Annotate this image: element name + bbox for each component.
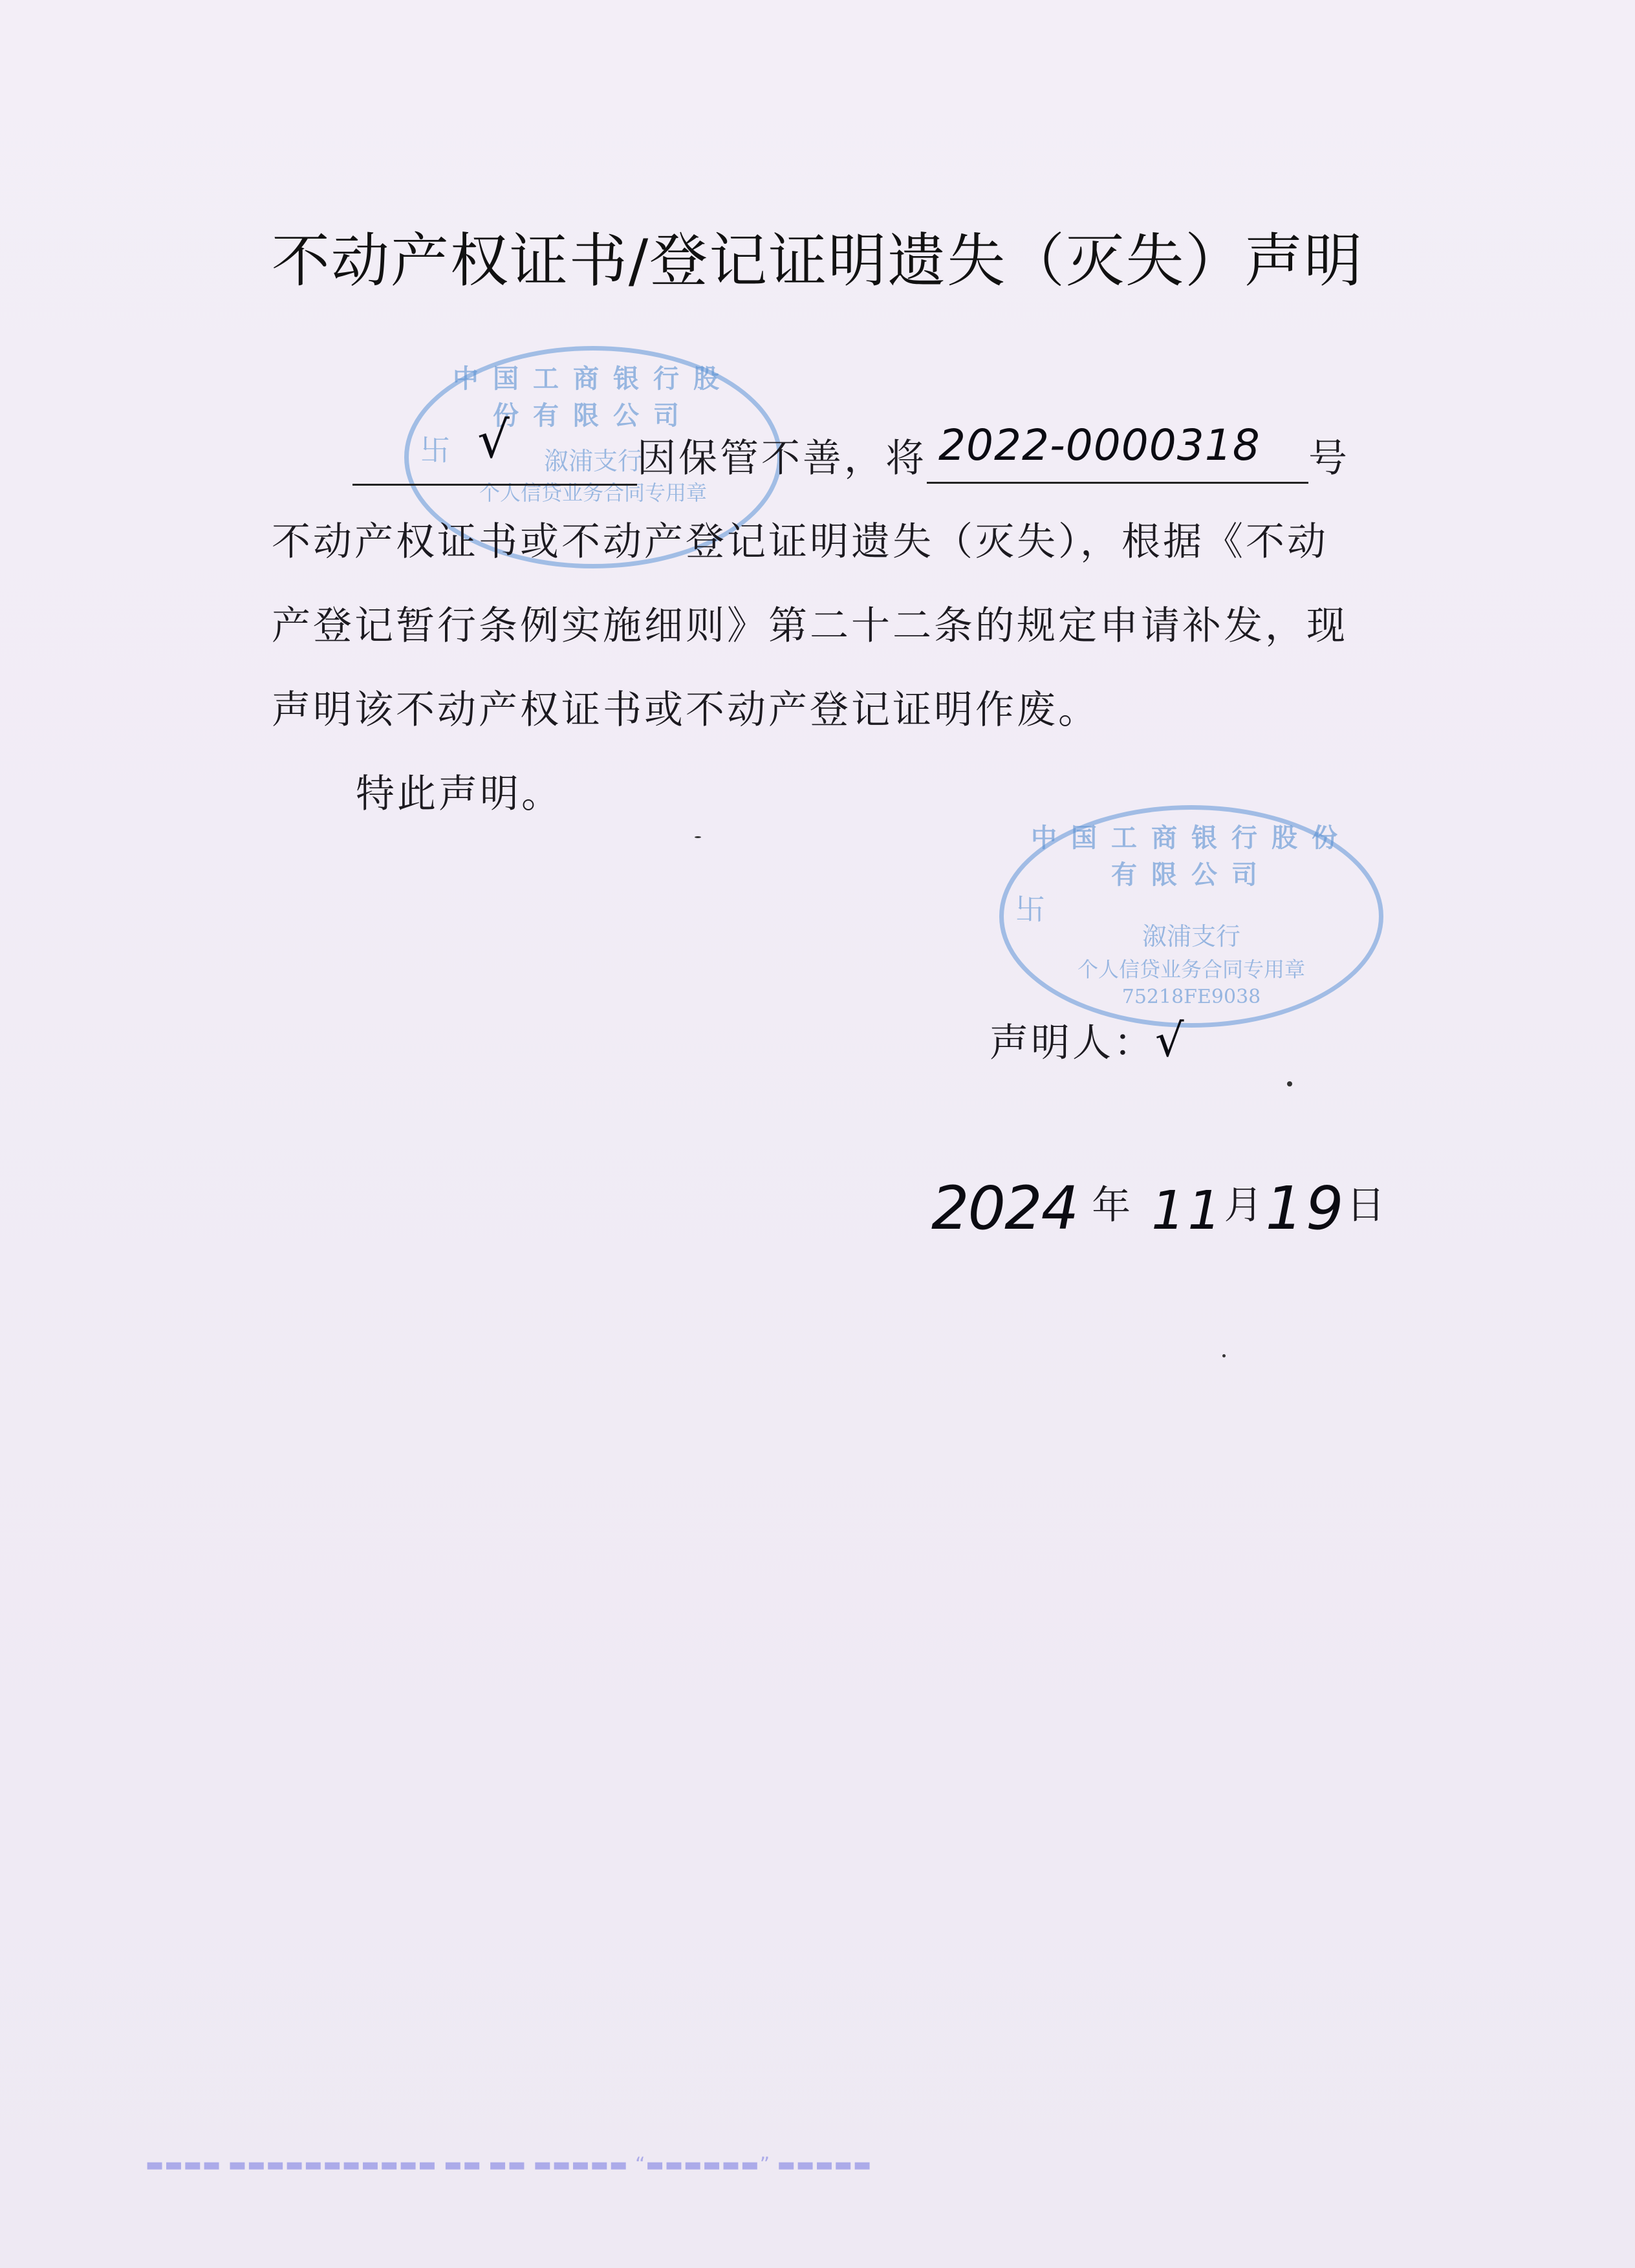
declarant-blank: [352, 411, 637, 486]
faded-footer-text: ▬▬▬▬ ▬▬▬▬▬▬▬▬▬▬▬ ▬▬ ▬▬ ▬▬▬▬▬ “▬▬▬▬▬▬” ▬▬▬▬▬: [146, 2154, 872, 2176]
seal-purpose: 个人信贷业务合同专用章: [1077, 957, 1305, 982]
date-year: 2024: [931, 1174, 1078, 1243]
declarant-label: 声明人：: [990, 1021, 1155, 1066]
closing-statement: 特此声明。: [356, 772, 563, 817]
seal-arc-text: 中国工商银行股份有限公司: [453, 363, 733, 431]
seal-code: 75218FE9038: [1121, 986, 1261, 1008]
date-line: [931, 1174, 1388, 1243]
seal-star-icon: 卐: [420, 433, 450, 468]
date-day-label: 日: [1346, 1183, 1388, 1228]
seal-arc-text: 中国工商银行股份有限公司: [1031, 823, 1352, 890]
date-month: 11: [1151, 1180, 1224, 1242]
statement-text-1: 因保管不善，将: [637, 436, 927, 481]
declarant-line: [990, 1012, 1187, 1068]
statement-line-1: [352, 411, 1350, 486]
date-year-label: 年: [1092, 1183, 1134, 1228]
seal-branch: 溆浦支行: [543, 447, 642, 475]
statement-line-2: 不动产权证书或不动产登记证明遗失（灭失），根据《不动: [272, 519, 1328, 565]
bank-seal-2: [999, 805, 1383, 1028]
statement-line-4: 声明该不动产权证书或不动产登记证明作废。: [272, 687, 1099, 733]
paper-speck: [1287, 1081, 1292, 1086]
paper-speck: [1222, 1354, 1226, 1357]
checkmark-icon: √: [477, 411, 512, 470]
date-month-label: 月: [1224, 1183, 1266, 1228]
page-title: 不动产权证书/登记证明遗失（灭失）声明: [271, 227, 1364, 295]
seal-star-icon: 卐: [1015, 892, 1045, 927]
statement-line-3: 产登记暂行条例实施细则》第二十二条的规定申请补发，现: [272, 603, 1348, 649]
seal-purpose: 个人信贷业务合同专用章: [479, 481, 707, 505]
declarant-signature: √: [1155, 1014, 1187, 1067]
date-day: 19: [1265, 1174, 1347, 1243]
statement-suffix: 号: [1308, 436, 1350, 481]
paper-speck: [695, 836, 701, 838]
certificate-number: 2022-0000318: [938, 420, 1261, 470]
seal-branch: 溆浦支行: [1142, 922, 1240, 951]
certificate-number-blank: [927, 420, 1308, 484]
